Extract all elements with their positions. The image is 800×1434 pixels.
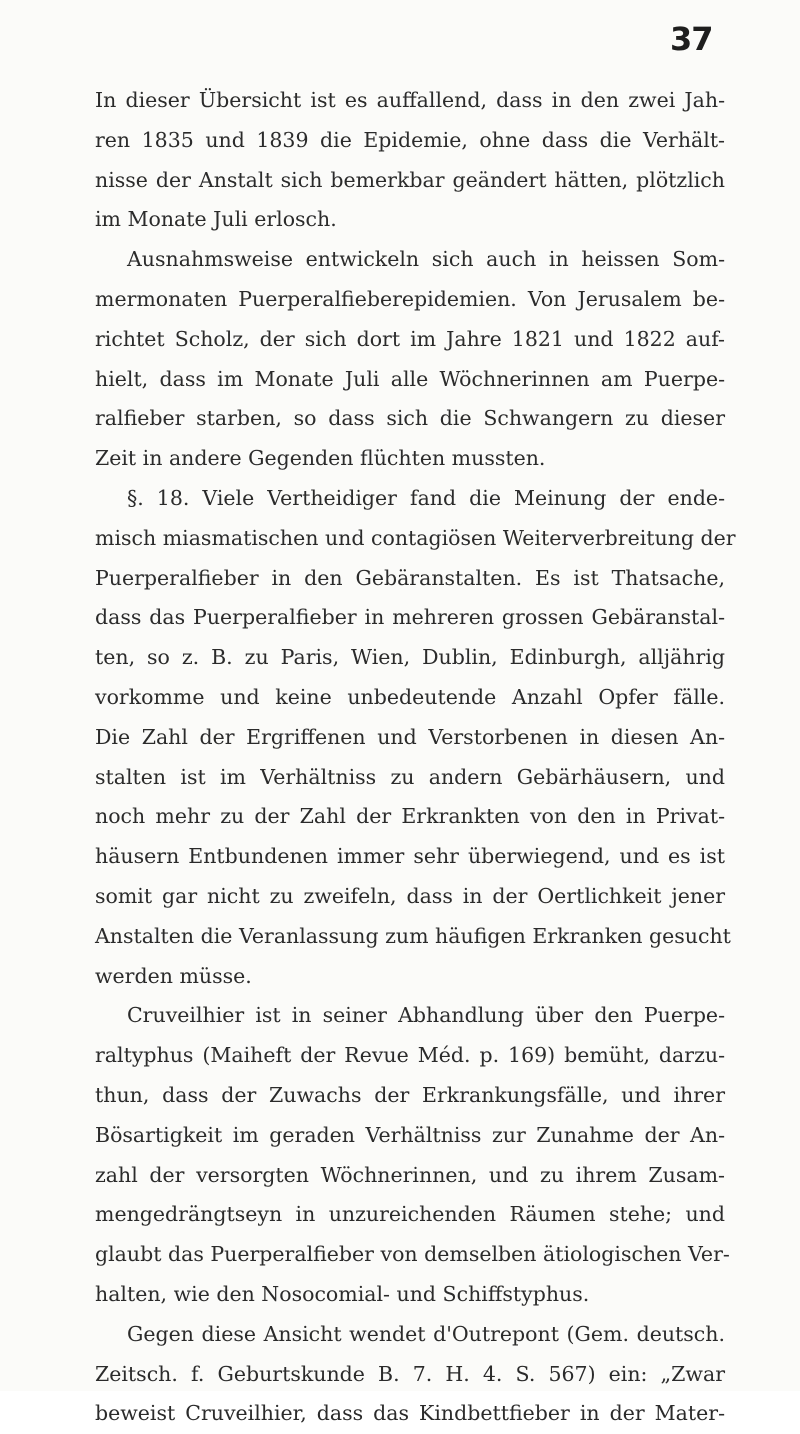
text-line: hielt, dass im Monate Juli alle Wöchnerinnen am Puerpe- bbox=[95, 366, 725, 391]
text-line: ten, so z. B. zu Paris, Wien, Dublin, Edinburgh, alljährig bbox=[95, 645, 725, 670]
text-line: im Monate Juli erlosch. bbox=[95, 207, 337, 232]
text-line: Puerperalfieber in den Gebäranstalten. Es ist Thatsache, bbox=[95, 565, 725, 590]
text-line: werden müsse. bbox=[95, 963, 252, 988]
text-line: dass das Puerperalfieber in mehreren grossen Gebäranstal- bbox=[95, 605, 725, 630]
text-line: ralfieber starben, so dass sich die Schwangern zu dieser bbox=[95, 406, 725, 431]
text-line: mermonaten Puerperalfieberepidemien. Von Jerusalem be- bbox=[95, 286, 725, 311]
text-line: §. 18. Viele Vertheidiger fand die Meinung der ende- bbox=[127, 485, 725, 510]
text-line: zahl der versorgten Wöchnerinnen, und zu ihrem Zusam- bbox=[95, 1162, 725, 1187]
text-line: halten, wie den Nosocomial- und Schiffstyphus. bbox=[95, 1281, 590, 1306]
text-line: thun, dass der Zuwachs der Erkrankungsfälle, und ihrer bbox=[95, 1082, 725, 1107]
text-line: Zeit in andere Gegenden flüchten mussten. bbox=[95, 446, 546, 471]
text-line: ren 1835 und 1839 die Epidemie, ohne dass die Verhält- bbox=[95, 127, 725, 152]
text-line: stalten ist im Verhältniss zu andern Gebärhäusern, und bbox=[95, 764, 725, 789]
text-line: mengedrängtseyn in unzureichenden Räumen stehe; und bbox=[95, 1202, 725, 1227]
text-line: Zeitsch. f. Geburtskunde B. 7. H. 4. S. 567) ein: „Zwar bbox=[95, 1361, 725, 1386]
text-line: beweist Cruveilhier, dass das Kindbettfieber in der Mater- bbox=[95, 1401, 725, 1426]
text-line: Gegen diese Ansicht wendet d'Outrepont (Gem. deutsch. bbox=[127, 1321, 725, 1346]
text-line: Ausnahmsweise entwickeln sich auch in heissen Som- bbox=[127, 247, 725, 272]
text-line: nisse der Anstalt sich bemerkbar geändert hätten, plötzlich bbox=[95, 167, 725, 192]
text-line: vorkomme und keine unbedeutende Anzahl Opfer fälle. bbox=[95, 684, 725, 709]
text-line: Die Zahl der Ergriffenen und Verstorbenen in diesen An- bbox=[95, 724, 725, 749]
text-line: richtet Scholz, der sich dort im Jahre 1821 und 1822 auf- bbox=[95, 326, 725, 351]
text-line: misch miasmatischen und contagiösen Weiterverbreitung der bbox=[95, 525, 736, 550]
text-line: häusern Entbundenen immer sehr überwiegend, und es ist bbox=[95, 844, 725, 869]
text-line: glaubt das Puerperalfieber von demselben ätiologischen Ver- bbox=[95, 1242, 730, 1267]
text-line: Cruveilhier ist in seiner Abhandlung über den Puerpe- bbox=[127, 1003, 725, 1028]
text-line: In dieser Übersicht ist es auffallend, dass in den zwei Jah- bbox=[95, 88, 725, 112]
body-text bbox=[95, 81, 736, 1434]
text-line: raltyphus (Maiheft der Revue Méd. p. 169) bemüht, darzu- bbox=[95, 1043, 725, 1068]
text-line: Anstalten die Veranlassung zum häufigen Erkranken gesucht bbox=[95, 923, 731, 948]
text-line: somit gar nicht zu zweifeln, dass in der Oertlichkeit jener bbox=[95, 883, 725, 908]
text-line: Bösartigkeit im geraden Verhältniss zur Zunahme der An- bbox=[95, 1122, 725, 1147]
page-number: 37 bbox=[670, 20, 713, 58]
text-line: noch mehr zu der Zahl der Erkrankten von den in Privat- bbox=[95, 804, 725, 829]
